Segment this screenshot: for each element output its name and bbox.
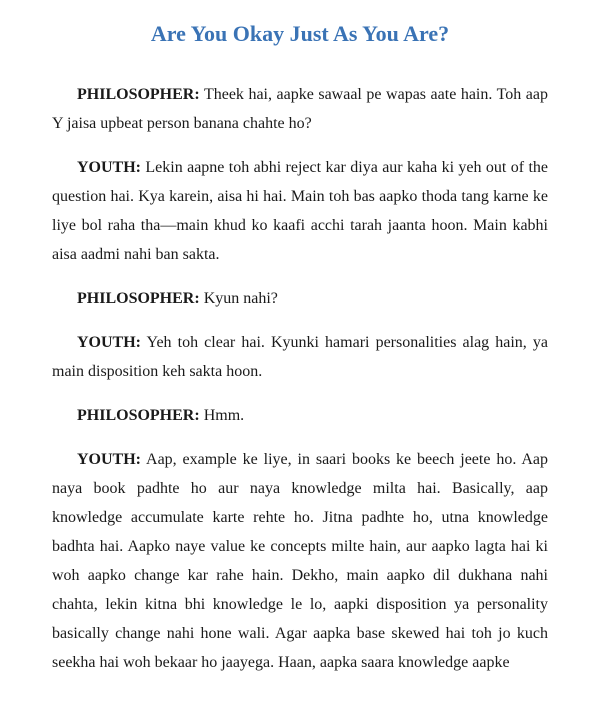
dialogue-paragraph — [52, 445, 548, 677]
dialogue-text: Lekin aapne toh abhi reject kar diya aur kaha ki yeh out of the question hai. Kya karein, aisa hi hai. Main toh bas aapko thoda tang karne ke liye bol raha tha—main khud ko kaafi acchi tarah jaanta hoon. Main kabhi aisa aadmi nahi ban sakta. — [52, 159, 548, 263]
dialogue-text: Hmm. — [203, 407, 245, 424]
dialogue-paragraph — [52, 80, 548, 138]
dialogue-body — [52, 80, 548, 692]
dialogue-paragraph — [52, 328, 548, 386]
chapter-title: Are You Okay Just As You Are? — [150, 21, 450, 46]
speaker-label: PHILOSOPHER: — [77, 86, 200, 103]
dialogue-paragraph — [52, 284, 548, 313]
dialogue-text: Yeh toh clear hai. Kyunki hamari personalities alag hain, ya main disposition keh sakta hoon. — [52, 334, 548, 380]
dialogue-text: Aap, example ke liye, in saari books ke beech jeete ho. Aap naya book padhte ho aur naya knowledge milta hai. Basically, aap knowledge accumulate karte rehte ho. Jitna padhte ho, utna knowledge badhta hai. Aapko naye value ke concepts milte hain, aur aapko lagta hai ki woh aapko change kar rahe hain. Dekho, main aapko dil dukhana nahi chahta, lekin kitna bhi knowledge le lo, aapki disposition ya personality basically change nahi hone wali. Agar aapka base skewed hai toh jo kuch seekha hai woh bekaar ho jaayega. Haan, aapka saara knowledge aapke — [52, 451, 548, 671]
speaker-label: YOUTH: — [77, 451, 141, 468]
dialogue-paragraph — [52, 153, 548, 269]
speaker-label: YOUTH: — [77, 334, 141, 351]
speaker-label: PHILOSOPHER: — [77, 290, 200, 307]
dialogue-paragraph — [52, 401, 548, 430]
dialogue-text: Kyun nahi? — [203, 290, 278, 307]
speaker-label: YOUTH: — [77, 159, 141, 176]
speaker-label: PHILOSOPHER: — [77, 407, 200, 424]
dialogue-text: Theek hai, aapke sawaal pe wapas aate hain. Toh aap Y jaisa upbeat person banana chahte ho? — [52, 86, 549, 132]
